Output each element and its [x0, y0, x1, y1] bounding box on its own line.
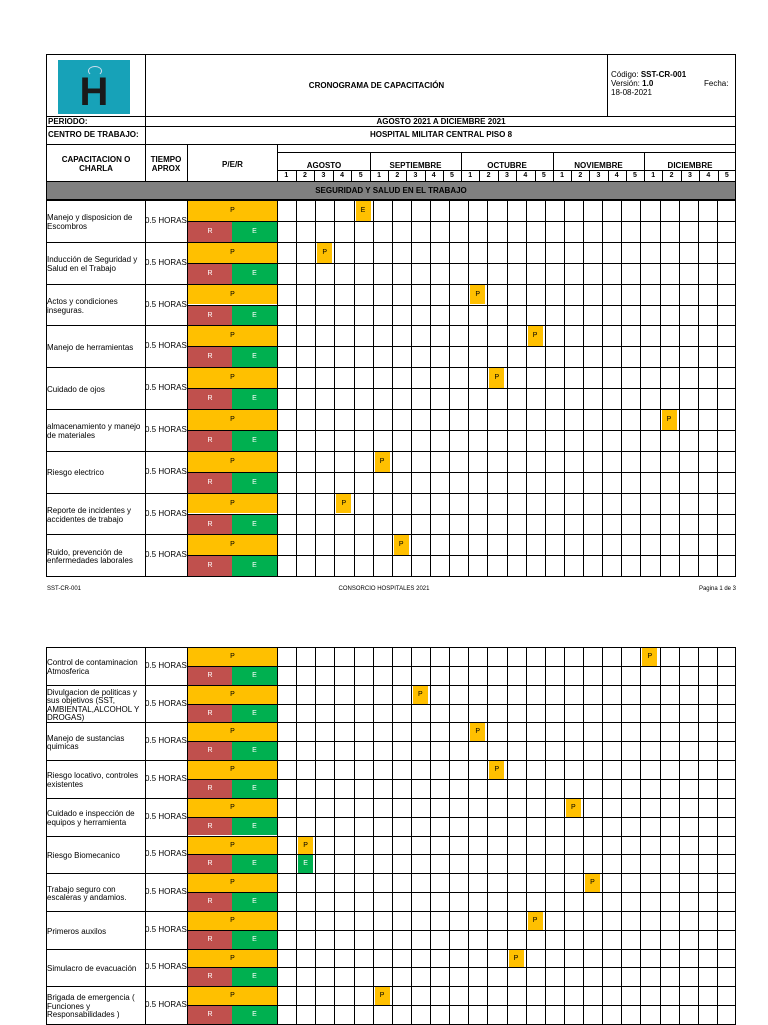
- row-line: [46, 409, 736, 410]
- centro-value: HOSPITAL MILITAR CENTRAL PISO 8: [369, 130, 513, 139]
- per-p-cell: P: [188, 452, 277, 472]
- per-r-cell: R: [188, 742, 232, 760]
- month-diciembre: DICIEMBRE: [667, 161, 713, 170]
- per-e-cell: E: [232, 473, 277, 493]
- row-line: [46, 284, 736, 285]
- fecha-label: Fecha:: [704, 79, 729, 88]
- row-line: [46, 911, 736, 912]
- document-title: CRONOGRAMA DE CAPACITACIÓN: [308, 81, 445, 90]
- week-number: 2: [302, 172, 307, 179]
- per-r-cell: R: [188, 389, 232, 409]
- week-number: 1: [377, 172, 382, 179]
- per-p-cell: P: [188, 535, 277, 555]
- activity-name: Divulgacion de politicas y sus objetivos (SST, AMBIENTAL,ALCOHOL Y DROGAS): [47, 687, 140, 723]
- schedule-mark: P: [642, 648, 657, 666]
- per-e-cell: E: [232, 1006, 277, 1024]
- per-p-cell: P: [188, 686, 277, 704]
- week-number: 4: [523, 172, 528, 179]
- activity-name: Primeros auxilos: [47, 926, 107, 936]
- per-p-cell: P: [188, 285, 277, 305]
- per-r-cell: R: [188, 893, 232, 911]
- activity-time: 0.5 HORAS: [145, 508, 187, 518]
- footer-left: SST-CR-001: [47, 586, 82, 592]
- logo-letter: H: [79, 70, 109, 114]
- month-noviembre: NOVIEMBRE: [574, 161, 623, 170]
- activity-time: 0.5 HORAS: [145, 299, 187, 309]
- activity-time: 0.5 HORAS: [145, 849, 187, 859]
- activity-name: Riesgo locativo, controles existentes: [47, 771, 139, 789]
- row-line: [46, 325, 736, 326]
- activity-time: 0.5 HORAS: [145, 257, 187, 267]
- month-agosto: AGOSTO: [306, 161, 342, 170]
- activity-name: Simulacro de evacuación: [47, 964, 137, 974]
- footer-right: Pagina 1 de 3: [698, 586, 736, 592]
- week-number: 1: [284, 172, 289, 179]
- per-p-cell: P: [188, 723, 277, 741]
- schedule-mark: P: [509, 950, 524, 968]
- week-number: 5: [449, 172, 454, 179]
- document-code: [611, 70, 735, 79]
- per-e-cell: E: [232, 431, 277, 451]
- per-e-cell: E: [232, 705, 277, 723]
- codigo-value: SST-CR-001: [640, 70, 687, 79]
- row-line: [46, 647, 736, 648]
- per-e-cell: E: [232, 556, 277, 576]
- per-e-cell: E: [232, 222, 277, 242]
- row-line: [46, 242, 736, 243]
- activity-time: 0.5 HORAS: [145, 383, 187, 393]
- week-number: 2: [578, 172, 583, 179]
- per-p-cell: P: [188, 987, 277, 1005]
- activity-name: Trabajo seguro con escaleras y andamios.: [47, 884, 127, 903]
- per-r-cell: R: [188, 1006, 232, 1024]
- week-number: 2: [486, 172, 491, 179]
- per-e-cell: E: [232, 780, 277, 798]
- schedule-mark: P: [489, 368, 504, 388]
- col-tiempo: TIEMPO APROX: [150, 155, 182, 173]
- per-p-cell: P: [188, 648, 277, 666]
- per-r-cell: R: [188, 556, 232, 576]
- activity-name: Inducción de Seguridad y Salud en el Trabajo: [47, 255, 138, 273]
- week-divider: [553, 152, 554, 182]
- activity-name: Actos y condiciones inseguras.: [47, 297, 118, 315]
- per-r-cell: R: [188, 515, 232, 535]
- schedule-mark: P: [528, 326, 543, 346]
- per-p-cell: P: [188, 837, 277, 855]
- row-line: [46, 534, 736, 535]
- activity-name: Manejo de sustancias quimicas: [47, 733, 125, 752]
- activity-name: Manejo y disposicion de Escombros: [47, 213, 133, 231]
- per-r-cell: R: [188, 818, 232, 836]
- per-e-cell: E: [232, 968, 277, 986]
- activity-time: 0.5 HORAS: [145, 736, 187, 746]
- month-septiembre: SEPTIEMBRE: [389, 161, 442, 170]
- week-number: 2: [669, 172, 674, 179]
- activity-name: Ruido, prevención de enfermedades laborales: [47, 547, 133, 566]
- per-r-cell: R: [188, 968, 232, 986]
- week-number: 4: [340, 172, 345, 179]
- activity-time: 0.5 HORAS: [145, 550, 187, 560]
- per-e-cell: E: [232, 855, 277, 873]
- activity-time: 0.5 HORAS: [145, 1000, 187, 1010]
- week-number: 3: [505, 172, 509, 179]
- week-number: 5: [358, 172, 363, 179]
- per-r-cell: R: [188, 473, 232, 493]
- activity-name: Manejo de herramientas: [47, 343, 134, 353]
- week-divider: [461, 152, 462, 182]
- schedule-mark-executed: E: [298, 855, 313, 873]
- per-p-cell: P: [188, 912, 277, 930]
- section-title: SEGURIDAD Y SALUD EN EL TRABAJO: [315, 186, 467, 195]
- col-capacitacion: CAPACITACION O CHARLA: [61, 155, 131, 173]
- week-number: 3: [413, 172, 418, 179]
- schedule-mark: P: [585, 874, 600, 892]
- hospital-logo: [58, 60, 130, 114]
- per-r-cell: R: [188, 855, 232, 873]
- schedule-mark: E: [356, 201, 371, 221]
- activity-name: almacenamiento y manejo de materiales: [47, 422, 141, 440]
- row-line: [46, 685, 736, 686]
- week-number: 1: [560, 172, 565, 179]
- per-e-cell: E: [232, 931, 277, 949]
- per-p-cell: P: [188, 410, 277, 430]
- row-line: [46, 200, 736, 201]
- per-p-cell: P: [188, 950, 277, 968]
- row-line: [46, 367, 736, 368]
- schedule-mark: P: [375, 452, 390, 472]
- per-p-cell: P: [188, 243, 277, 263]
- per-p-cell: P: [188, 761, 277, 779]
- row-line: [46, 949, 736, 950]
- row-line: [46, 798, 736, 799]
- per-e-cell: E: [232, 389, 277, 409]
- week-number: 4: [431, 172, 436, 179]
- per-r-cell: R: [188, 780, 232, 798]
- activity-name: Control de contaminacion Atmosferica: [47, 658, 138, 676]
- row-line: [46, 760, 736, 761]
- periodo-label: PERIODO:: [48, 117, 88, 126]
- per-e-cell: E: [232, 515, 277, 535]
- activity-time: 0.5 HORAS: [145, 466, 187, 476]
- activity-time: 0.5 HORAS: [145, 924, 187, 934]
- schedule-mark: P: [470, 285, 485, 305]
- week-divider: [370, 152, 371, 182]
- per-r-cell: R: [188, 667, 232, 685]
- activity-name: Riesgo electrico: [47, 468, 104, 478]
- version-date: 18-08-2021: [611, 88, 652, 97]
- week-number: 4: [706, 172, 711, 179]
- per-p-cell: P: [188, 368, 277, 388]
- per-r-cell: R: [188, 705, 232, 723]
- activity-time: 0.5 HORAS: [145, 962, 187, 972]
- row-line: [46, 836, 736, 837]
- schedule-mark: P: [662, 410, 677, 430]
- per-e-cell: E: [232, 306, 277, 326]
- week-number: 1: [651, 172, 656, 179]
- schedule-mark: P: [317, 243, 332, 263]
- activity-time: 0.5 HORAS: [145, 424, 187, 434]
- schedule-mark: P: [336, 494, 351, 514]
- week-number: 5: [632, 172, 637, 179]
- per-e-cell: E: [232, 347, 277, 367]
- schedule-mark: P: [298, 837, 313, 855]
- activity-time: 0.5 HORAS: [145, 698, 187, 708]
- week-divider: [644, 152, 645, 182]
- week-number: 2: [395, 172, 400, 179]
- row-line: [46, 986, 736, 987]
- schedule-mark: P: [528, 912, 543, 930]
- periodo-value: AGOSTO 2021 A DICIEMBRE 2021: [376, 117, 506, 126]
- per-r-cell: R: [188, 306, 232, 326]
- row-line: [46, 493, 736, 494]
- activity-time: 0.5 HORAS: [145, 773, 187, 783]
- month-bottom-line: [277, 170, 736, 171]
- week-number: 5: [541, 172, 546, 179]
- week-number: 3: [596, 172, 601, 179]
- row-line: [46, 873, 736, 874]
- week-divider: [277, 152, 278, 182]
- activity-time: 0.5 HORAS: [145, 341, 187, 351]
- per-p-cell: P: [188, 201, 277, 221]
- per-e-cell: E: [232, 667, 277, 685]
- per-r-cell: R: [188, 222, 232, 242]
- week-number: 1: [468, 172, 473, 179]
- activity-time: 0.5 HORAS: [145, 660, 187, 670]
- month-octubre: OCTUBRE: [487, 161, 527, 170]
- per-p-cell: P: [188, 874, 277, 892]
- per-p-cell: P: [188, 494, 277, 514]
- week-number: 4: [614, 172, 619, 179]
- activity-name: Brigada de emergencia ( Funciones y Responsabilidades ): [47, 993, 135, 1020]
- activity-name: Cuidado e inspección de equipos y herramienta: [47, 809, 135, 827]
- per-e-cell: E: [232, 818, 277, 836]
- per-r-cell: R: [188, 931, 232, 949]
- week-number: 3: [321, 172, 326, 179]
- row-line: [46, 451, 736, 452]
- per-r-cell: R: [188, 431, 232, 451]
- per-e-cell: E: [232, 264, 277, 284]
- schedule-mark: P: [394, 535, 409, 555]
- document-version: [611, 79, 691, 88]
- activity-name: Reporte de incidentes y accidentes de trabajo: [47, 506, 132, 524]
- schedule-mark: P: [470, 723, 485, 741]
- per-p-cell: P: [188, 326, 277, 346]
- per-e-cell: E: [232, 742, 277, 760]
- row-line: [46, 722, 736, 723]
- activity-time: 0.5 HORAS: [145, 215, 187, 225]
- week-number: 3: [688, 172, 692, 179]
- per-e-cell: E: [232, 893, 277, 911]
- schedule-mark: P: [489, 761, 504, 779]
- col-per: P/E/R: [222, 160, 243, 169]
- code-divider: [607, 54, 608, 117]
- per-r-cell: R: [188, 264, 232, 284]
- centro-label: CENTRO DE TRABAJO:: [48, 130, 139, 139]
- schedule-mark: P: [566, 799, 581, 817]
- per-r-cell: R: [188, 347, 232, 367]
- activity-time: 0.5 HORAS: [145, 811, 187, 821]
- activity-time: 0.5 HORAS: [145, 887, 187, 897]
- codigo-label: Código:: [611, 70, 639, 79]
- month-top-line: [277, 152, 736, 153]
- colhdr-divider-1: [145, 144, 146, 182]
- schedule-mark: P: [375, 987, 390, 1005]
- activity-name: Cuidado de ojos: [47, 384, 105, 394]
- schedule-mark: P: [413, 686, 428, 704]
- per-p-cell: P: [188, 799, 277, 817]
- version-label: Versión:: [611, 79, 640, 88]
- footer-center: CONSORCIO HOSPITALES 2021: [338, 586, 430, 592]
- version-value: 1.0: [642, 79, 654, 88]
- week-number: 5: [724, 172, 729, 179]
- activity-name: Riesgo Biomecanico: [47, 851, 120, 861]
